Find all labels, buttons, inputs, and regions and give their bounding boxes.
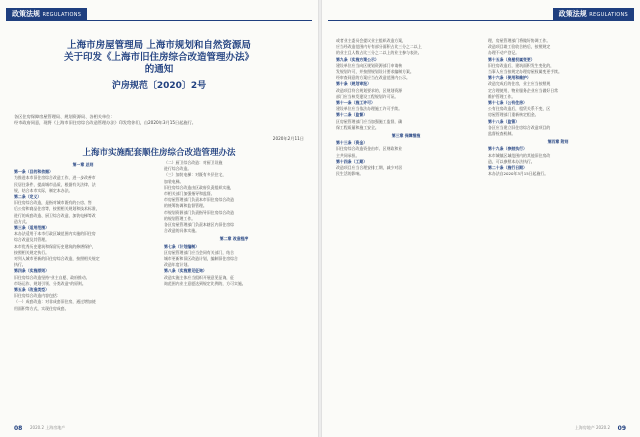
body-line: 本办法适用于本市行政区域范围内实施的旧住房	[14, 231, 96, 237]
body-line: 各区房屋管理部门负责本辖区内旧住房综	[164, 222, 235, 228]
title-line-3: 的通知	[144, 64, 174, 75]
body-line: 监督检查机制。	[488, 131, 516, 137]
left-footer-text: 2020.2 上海房地产	[30, 425, 66, 430]
left-page	[0, 0, 319, 437]
body-line: 市相关部门加强指导和监督。	[164, 191, 215, 197]
body-line: 综合改造及其管理。	[14, 237, 50, 243]
body-line: 市规划资源部门负责指导旧住房综合改造	[164, 209, 235, 215]
body-line: 维护管理工作。	[488, 93, 516, 99]
body-line: 当事人应当按规定办理房屋权属变更手续。	[488, 69, 562, 75]
body-line: 旧住房综合改造资金由市、区财政和业	[336, 146, 403, 152]
body-line: 用面积等方式，实现住房成套。	[14, 305, 69, 311]
body-line: 发规划许可，并按照规划设计要求编制方案。	[336, 69, 414, 75]
body-line: 按照相关规定执行。	[14, 249, 50, 255]
left-page-number: 08	[14, 425, 23, 432]
article-heading: 第十七条（公有住房）	[488, 100, 527, 106]
regulation-subtitle: 上海市实施配套顺住房综合改造管理办法	[82, 148, 236, 158]
body-line: 改造完成后的住房，业主应当按照规	[488, 81, 551, 87]
body-line: 城市更新和旧区改造计划，编制旧住房综合	[164, 256, 238, 262]
body-line: 办理不动产登记。	[488, 50, 520, 56]
body-line: 区房屋管理部门应当会同有关部门，结合	[164, 249, 235, 255]
body-line: 改造项目应当合理安排工期，减少对居	[336, 165, 403, 171]
body-line: 或者业主委员会提议业主组织改造方案，	[336, 38, 407, 43]
notice-intro	[14, 114, 304, 127]
chapter-heading: 第三章 保障措施	[391, 133, 421, 139]
body-line: 保工程质量和施工安全。	[336, 124, 379, 130]
body-line: 旧住房综合改造，是指对城市既有的公房、售	[14, 200, 92, 206]
body-line: 规，结合本市实际，制定本办法。	[14, 187, 73, 193]
body-line: 对列入城市更新的旧住房综合改造，按照相关规定	[14, 256, 100, 262]
right-section-tab: 政策法规 REGULATIONS	[553, 8, 634, 21]
body-line: 建设单位应当向区规划资源部门申请核	[336, 62, 403, 68]
body-line: （一）成套改造：对非成套旧住房，通过增加使	[14, 299, 96, 305]
body-line: 民居住条件，提高城市品质，根据有关法律、法	[14, 181, 96, 187]
body-line: 旧住房综合改造内容包括：	[14, 293, 61, 299]
right-header	[322, 8, 640, 21]
body-line: 各区应当建立旧住房综合改造项目的	[488, 124, 551, 130]
text-column-2	[164, 160, 304, 287]
body-line: 改造项目竣工验收合格后，按照规定	[488, 44, 551, 50]
body-line: 经审查同意的方案应当在改造范围内公示。	[336, 75, 410, 81]
body-line: 合改造的具体实施。	[164, 228, 200, 234]
chapter-heading: 第二章 改造程序	[219, 236, 249, 242]
article-heading: 第五条（改造类型）	[14, 287, 50, 293]
body-line: 区房屋管理部门应当加强施工监督，确	[336, 118, 403, 124]
intro-line-1: 各区住房保障房屋管理局、规划资源局、各相关单位：	[14, 114, 115, 119]
body-line: 市场运作、规划引领、分类改造"的原则。	[14, 280, 86, 286]
article-heading: 第十三条（资金）	[336, 140, 368, 146]
body-line: 房屋管理部门重新核定租金。	[488, 112, 539, 118]
title-line-2: 关于印发《上海市旧住房综合改造管理办法》	[63, 52, 254, 63]
article-heading: 第三条（适用范围）	[14, 225, 50, 231]
article-heading: 第十一条（施工许可）	[336, 100, 375, 106]
body-line: 市房屋管理部门负责本市旧住房综合改造	[164, 197, 235, 203]
article-heading: 第十六条（使用和维护）	[488, 75, 531, 81]
text-column-4	[488, 38, 628, 177]
body-line: 应当经改造范围内专有部分面积占比三分之二以上	[336, 44, 422, 50]
body-line: 询范围内业主意愿达到规定比例的，方可实施。	[164, 280, 246, 286]
intro-line-2: 经市政府同意，现将《上海市旧住房综合改造管理办法》印发给你们，自2020年3月15日起施行。	[14, 120, 196, 126]
body-line: 进行的成套改造、厨卫综合改造、加装电梯等改	[14, 212, 96, 218]
body-line: 加装电梯。	[164, 178, 184, 184]
body-line: 理，房屋管理部门将做好协调工作。	[488, 38, 551, 43]
article-heading: 第十四条（工期）	[336, 158, 368, 164]
body-line: 改造项目符合规划要求的，区规划资源	[336, 87, 403, 93]
article-heading: 第九条（实施方案公示）	[336, 56, 379, 62]
left-section-tab: 政策法规 REGULATIONS	[6, 8, 87, 21]
body-line: 部门应当核发建设工程规划许可证。	[336, 93, 399, 99]
body-line: 改造年度计划。	[164, 262, 192, 268]
body-line: 旧住房综合改造坚持"业主自愿、政府推动、	[14, 274, 90, 280]
body-line: 造方式。	[14, 218, 30, 224]
article-heading: 第八条（实施意见征询）	[164, 268, 207, 274]
body-line: 本市城镇区域范围内的其他旧住房改	[488, 152, 551, 158]
chapter-heading: 第一章 总则	[72, 162, 94, 167]
right-footer-text: 上海房地产 2020.2	[574, 425, 610, 430]
body-line: （三）加装电梯：对既有多层住宅，	[164, 172, 227, 178]
body-line: 建设单位应当依法办理施工许可手续。	[336, 106, 403, 112]
chapter-heading: 第四章 附则	[547, 139, 569, 145]
body-line: 本办法自2020年3月15日起施行。	[488, 171, 549, 177]
body-line: 的业主且人数占比三分之二以上的业主参与表决。	[336, 50, 422, 56]
article-heading: 第十五条（房屋权属变更）	[488, 56, 535, 62]
body-line: 的统筹协调和监督管理。	[164, 203, 207, 209]
article-heading: 第十条（规划审批）	[336, 81, 372, 87]
article-heading: 第十九条（参照执行）	[488, 146, 527, 152]
document-number: 沪房规范〔2020〕2号	[111, 81, 207, 91]
body-line: 公有住房改造后，租赁关系不变，区	[488, 106, 551, 112]
body-line: 后公房和商品住房等，按照相关规划和技术标准，	[14, 206, 100, 212]
title-line-1: 上海市房屋管理局 上海市规划和自然资源局	[67, 40, 251, 51]
body-line: 的规划管理工作。	[164, 215, 196, 221]
article-heading: 第七条（计划编制）	[164, 243, 200, 249]
notice-date: 2020年2月11日	[272, 136, 304, 141]
body-line: 主共同承担。	[336, 152, 360, 158]
left-header-rule	[6, 20, 312, 21]
body-line: 执行。	[14, 262, 26, 268]
body-line: 本市优秀历史建筑和保留历史建筑的修缮保护，	[14, 243, 96, 249]
left-header	[0, 8, 318, 21]
article-heading: 第二条（定义）	[14, 194, 42, 200]
body-line: 定合理使用，物业服务企业应当做好日常	[488, 87, 559, 93]
article-heading: 第十二条（监督）	[336, 112, 368, 118]
body-line: 进行综合改造。	[164, 166, 192, 172]
article-heading: 第二十条（施行日期）	[488, 165, 527, 171]
body-line: 民生活的影响。	[336, 171, 364, 177]
right-page	[322, 0, 640, 437]
body-line: （二）厨卫综合改造：对厨卫设施	[164, 160, 223, 165]
body-line: 旧住房改造后，建筑面积发生变化的，	[488, 62, 555, 68]
article-heading: 第一条（目的和依据）	[14, 169, 53, 175]
right-page-number: 09	[617, 425, 626, 432]
article-heading: 第十八条（监管）	[488, 118, 520, 124]
body-line: 改造实施主体应当组织开展意见征询，征	[164, 274, 235, 280]
body-line: 为推进本市旧住房综合改造工作，进一步改善市	[14, 175, 96, 181]
notice-title	[14, 40, 304, 91]
body-line: 旧住房综合改造由区政府负责组织实施，	[164, 184, 235, 190]
text-column-3	[336, 38, 476, 177]
text-column-1	[14, 160, 152, 312]
article-heading: 第四条（实施原则）	[14, 268, 50, 274]
body-line: 造，可以参照本办法执行。	[488, 158, 535, 164]
